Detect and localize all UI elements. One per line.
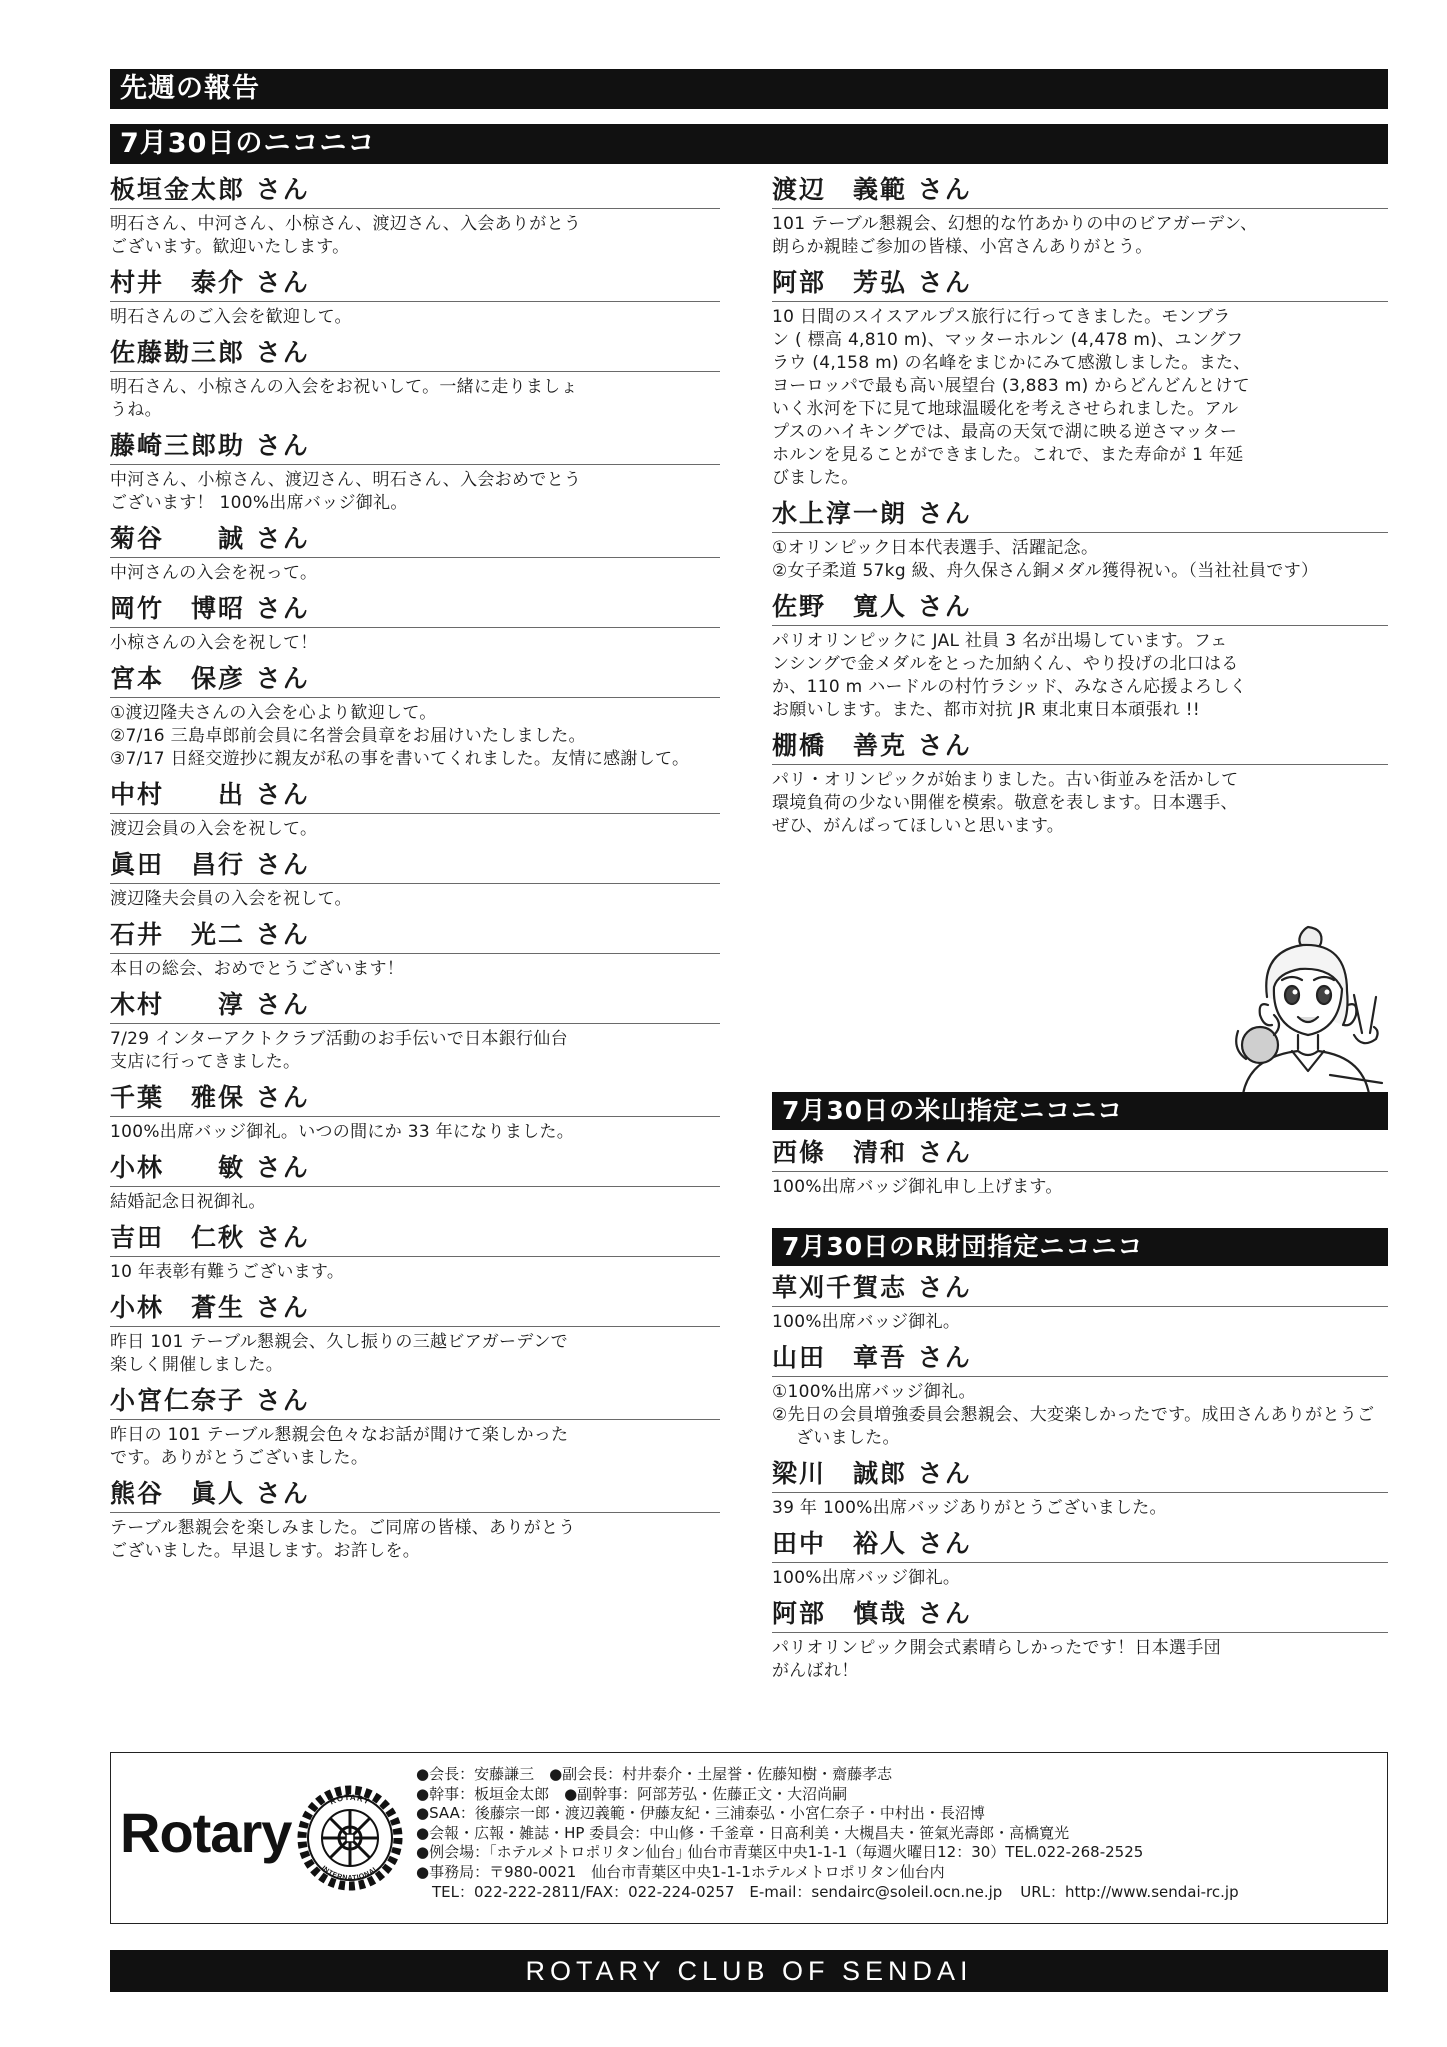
member-message [110, 302, 720, 333]
member-message [110, 628, 720, 659]
member-message [110, 814, 720, 845]
info-line: ●事務局：〒980-0021 仙台市青葉区中央1-1-1ホテルメトロポリタン仙台内 [416, 1862, 945, 1881]
rotary-logo-text: Rotary [120, 1801, 292, 1864]
message-line: ンシングで金メダルをとった加納くん、やり投げの北口はる [772, 654, 1239, 674]
message-line: ン ( 標高 4,810 m)、マッターホルン (4,478 m)、ユングフ [772, 330, 1244, 350]
info-line: ●会長：安藤謙三 ●副会長：村井泰介・土屋誉・佐藤知樹・齋藤孝志 [416, 1765, 893, 1783]
message-line: びました。 [772, 468, 859, 488]
member-message [772, 209, 1388, 263]
message-line: 100%出席バッジ御礼。 [772, 1568, 961, 1588]
entry [772, 1594, 1388, 1687]
athlete-illustration [1212, 925, 1388, 1101]
nikoniko-header: 7月30日のニコニコ [110, 124, 1388, 164]
message-line: 100%出席バッジ御礼。いつの間にか 33 年になりました。 [110, 1122, 575, 1142]
member-name: 梁川 誠郎 さん [772, 1454, 1388, 1493]
member-message [110, 1187, 720, 1218]
member-message [772, 533, 1388, 587]
message-line: うね。 [110, 400, 162, 420]
member-message [772, 1633, 1388, 1687]
member-name: 木村 淳 さん [110, 985, 720, 1024]
message-line: 中河さんの入会を祝って。 [110, 563, 318, 583]
message-line: 中河さん、小椋さん、渡辺さん、明石さん、入会おめでとう [110, 470, 582, 490]
info-line: ●例会場：｢ホテルメトロポリタン仙台｣ 仙台市青葉区中央1-1-1（毎週火曜日12：30）TEL.022-268-2525 [416, 1843, 1144, 1862]
member-message [110, 1420, 720, 1474]
member-name: 田中 裕人 さん [772, 1524, 1388, 1563]
message-line: ヨーロッパで最も高い展望台 (3,883 m) からどんどんとけて [772, 376, 1250, 396]
message-line: 101 テーブル懇親会、幻想的な竹あかりの中のビアガーデン、 [772, 214, 1258, 234]
entry [110, 915, 720, 985]
entry [110, 589, 720, 659]
member-name: 佐野 寛人 さん [772, 587, 1388, 626]
entry [772, 1268, 1388, 1338]
message-line: パリ・オリンピックが始まりました。古い街並みを活かして [772, 770, 1239, 790]
message-line: ホルンを見ることができました。これで、また寿命が 1 年延 [772, 445, 1244, 465]
message-line: 7/29 インターアクトクラブ活動のお手伝いで日本銀行仙台 [110, 1029, 568, 1049]
member-name: 吉田 仁秋 さん [110, 1218, 720, 1257]
message-line: 明石さん、中河さん、小椋さん、渡辺さん、入会ありがとう [110, 214, 582, 234]
message-line: 環境負荷の少ない開催を模索。敬意を表します。日本選手、 [772, 793, 1238, 813]
member-message [110, 698, 720, 775]
entry [772, 587, 1388, 726]
contact-line [416, 1883, 1376, 1903]
message-line: ②先日の会員増強委員会懇親会、大変楽しかったです。成田さんありがとうございました。 [772, 1405, 1375, 1448]
member-message [772, 626, 1388, 726]
message-line: ぜひ、がんばってほしいと思います。 [772, 816, 1065, 836]
message-line: 10 日間のスイスアルプス旅行に行ってきました。モンブラ [772, 307, 1231, 327]
message-line: 明石さん、小椋さんの入会をお祝いして。一緒に走りましょ [110, 377, 578, 397]
member-name: 眞田 昌行 さん [110, 845, 720, 884]
message-line: ②7/16 三島卓郎前会員に名誉会員章をお届けいたしました。 [110, 726, 586, 746]
member-name: 小林 敏 さん [110, 1148, 720, 1187]
message-line: 本日の総会、おめでとうございます！ [110, 959, 405, 979]
member-message [110, 1257, 720, 1288]
message-line: いく氷河を下に見て地球温暖化を考えさせられました。アル [772, 399, 1239, 419]
member-message [772, 765, 1388, 842]
club-name-band: ROTARY CLUB OF SENDAI [110, 1950, 1388, 1992]
member-message [772, 302, 1388, 494]
message-line: テーブル懇親会を楽しみました。ご同席の皆様、ありがとう [110, 1518, 576, 1538]
member-message [110, 209, 720, 263]
member-name: 村井 泰介 さん [110, 263, 720, 302]
message-line: です。ありがとうございました。 [110, 1448, 369, 1468]
entry [110, 1218, 720, 1288]
member-message [110, 558, 720, 589]
message-line: 10 年表彰有難うございます。 [110, 1262, 345, 1282]
message-line: がんばれ！ [772, 1661, 859, 1681]
entry [110, 1381, 720, 1474]
entry [772, 1338, 1388, 1454]
entry [772, 1133, 1388, 1203]
entry [110, 426, 720, 519]
message-line: プスのハイキングでは、最高の天気で湖に映る逆さマッター [772, 422, 1238, 442]
member-message [772, 1377, 1388, 1454]
entry [772, 1454, 1388, 1524]
message-line: 楽しく開催しました。 [110, 1355, 283, 1375]
message-line: ございます。歓迎いたします。 [110, 237, 350, 257]
member-name: 西條 清和 さん [772, 1133, 1388, 1172]
entry [772, 170, 1388, 263]
message-line: ①オリンピック日本代表選手、活躍記念。 [772, 538, 1099, 558]
message-line: ③7/17 日経交遊抄に親友が私の事を書いてくれました。友情に感謝して。 [110, 749, 690, 769]
message-line: 支店に行ってきました。 [110, 1052, 301, 1072]
left-column [110, 170, 720, 1567]
entry [110, 333, 720, 426]
info-line: ●会報・広報・雑誌・HP 委員会：中山修・千釜章・日髙利美・大槻昌夫・笹氣光壽郎・高橋寛光 [416, 1823, 1070, 1842]
member-message [110, 1117, 720, 1148]
member-message [772, 1307, 1388, 1338]
rzaidan-column [772, 1268, 1388, 1687]
info-line: ●SAA：後藤宗一郎・渡辺義範・伊藤友紀・三浦泰弘・小宮仁奈子・中村出・長沼博 [416, 1804, 985, 1823]
message-line: ②女子柔道 57kg 級、舟久保さん銅メダル獲得祝い。（当社社員です） [772, 561, 1319, 581]
entry [110, 1078, 720, 1148]
member-name: 阿部 慎哉 さん [772, 1594, 1388, 1633]
message-line: 昨日 101 テーブル懇親会、久し振りの三越ビアガーデンで [110, 1332, 568, 1352]
yoneyama-header: 7月30日の米山指定ニコニコ [772, 1092, 1388, 1130]
entry [110, 170, 720, 263]
member-message [772, 1493, 1388, 1524]
entry [110, 775, 720, 845]
message-line: パリオリンピック開会式素晴らしかったです！日本選手団 [772, 1638, 1221, 1658]
member-name: 渡辺 義範 さん [772, 170, 1388, 209]
message-line: 小椋さんの入会を祝して！ [110, 633, 318, 653]
website-url[interactable]: URL：http://www.sendai-rc.jp [1020, 1882, 1239, 1901]
member-message [110, 372, 720, 426]
member-message [110, 465, 720, 519]
message-line: パリオリンピックに JAL 社員 3 名が出場しています。フェ [772, 631, 1228, 651]
message-line: 39 年 100%出席バッジありがとうございました。 [772, 1498, 1167, 1518]
entry [110, 263, 720, 333]
info-line: ●幹事：板垣金太郎 ●副幹事：阿部芳弘・佐藤正文・大沼尚嗣 [416, 1784, 848, 1803]
member-name: 草刈千賀志 さん [772, 1268, 1388, 1307]
club-info [416, 1765, 1376, 1902]
rotary-wheel-icon [290, 1778, 410, 1898]
message-line: ございました。早退します。お許しを。 [110, 1541, 421, 1561]
entry [110, 985, 720, 1078]
yoneyama-column [772, 1133, 1388, 1203]
message-line: 渡辺会員の入会を祝して。 [110, 819, 318, 839]
message-line: 100%出席バッジ御礼申し上げます。 [772, 1177, 1063, 1197]
message-line: 明石さんのご入会を歓迎して。 [110, 307, 352, 327]
member-name: 岡竹 博昭 さん [110, 589, 720, 628]
member-name: 小宮仁奈子 さん [110, 1381, 720, 1420]
message-line: か、110 m ハードルの村竹ラシッド、みなさん応援よろしく [772, 677, 1247, 697]
message-line: 渡辺隆夫会員の入会を祝して。 [110, 889, 352, 909]
member-name: 水上淳一朗 さん [772, 494, 1388, 533]
member-name: 棚橋 善克 さん [772, 726, 1388, 765]
member-name: 小林 蒼生 さん [110, 1288, 720, 1327]
message-line: 100%出席バッジ御礼。 [772, 1312, 961, 1332]
member-message [772, 1172, 1388, 1203]
entry [110, 519, 720, 589]
message-line: 朗らか親睦ご参加の皆様、小宮さんありがとう。 [772, 237, 1153, 257]
contact-text: TEL：022-222-2811/FAX：022-224-0257 E-mail：sendairc@soleil.ocn.ne.jp [432, 1882, 1003, 1901]
member-message [110, 1513, 720, 1567]
wheel-bottom-text: INTERNATIONAL [319, 1864, 381, 1883]
section-header: 先週の報告 [110, 69, 1388, 109]
member-message [110, 954, 720, 985]
entry [772, 494, 1388, 587]
rzaidan-header: 7月30日のR財団指定ニコニコ [772, 1228, 1388, 1266]
entry [110, 1474, 720, 1567]
member-name: 藤崎三郎助 さん [110, 426, 720, 465]
message-line: ①100%出席バッジ御礼。 [772, 1382, 976, 1402]
entry [110, 845, 720, 915]
member-name: 熊谷 眞人 さん [110, 1474, 720, 1513]
member-message [110, 1327, 720, 1381]
entry [772, 263, 1388, 494]
member-message [772, 1563, 1388, 1594]
member-message [110, 1024, 720, 1078]
message-line: ①渡辺隆夫さんの入会を心より歓迎して。 [110, 703, 437, 723]
member-name: 菊谷 誠 さん [110, 519, 720, 558]
member-name: 山田 章吾 さん [772, 1338, 1388, 1377]
entry [772, 1524, 1388, 1594]
member-name: 石井 光二 さん [110, 915, 720, 954]
message-line: 昨日の 101 テーブル懇親会色々なお話が聞けて楽しかった [110, 1425, 569, 1445]
entry [110, 659, 720, 775]
message-line: お願いします。また、都市対抗 JR 東北東日本頑張れ !! [772, 700, 1201, 720]
member-name: 宮本 保彦 さん [110, 659, 720, 698]
member-name: 中村 出 さん [110, 775, 720, 814]
entry [110, 1288, 720, 1381]
right-column [772, 170, 1388, 842]
message-line: ラウ (4,158 m) の名峰をまじかにみて感激しました。また、 [772, 353, 1251, 373]
entry [110, 1148, 720, 1218]
member-name: 板垣金太郎 さん [110, 170, 720, 209]
message-line: ございます！ 100%出席バッジ御礼。 [110, 493, 408, 513]
member-message [110, 884, 720, 915]
member-name: 佐藤勘三郎 さん [110, 333, 720, 372]
member-name: 阿部 芳弘 さん [772, 263, 1388, 302]
entry [772, 726, 1388, 842]
message-line: 結婚記念日祝御礼。 [110, 1192, 266, 1212]
wheel-top-text: ROTARY [328, 1792, 372, 1807]
member-name: 千葉 雅保 さん [110, 1078, 720, 1117]
